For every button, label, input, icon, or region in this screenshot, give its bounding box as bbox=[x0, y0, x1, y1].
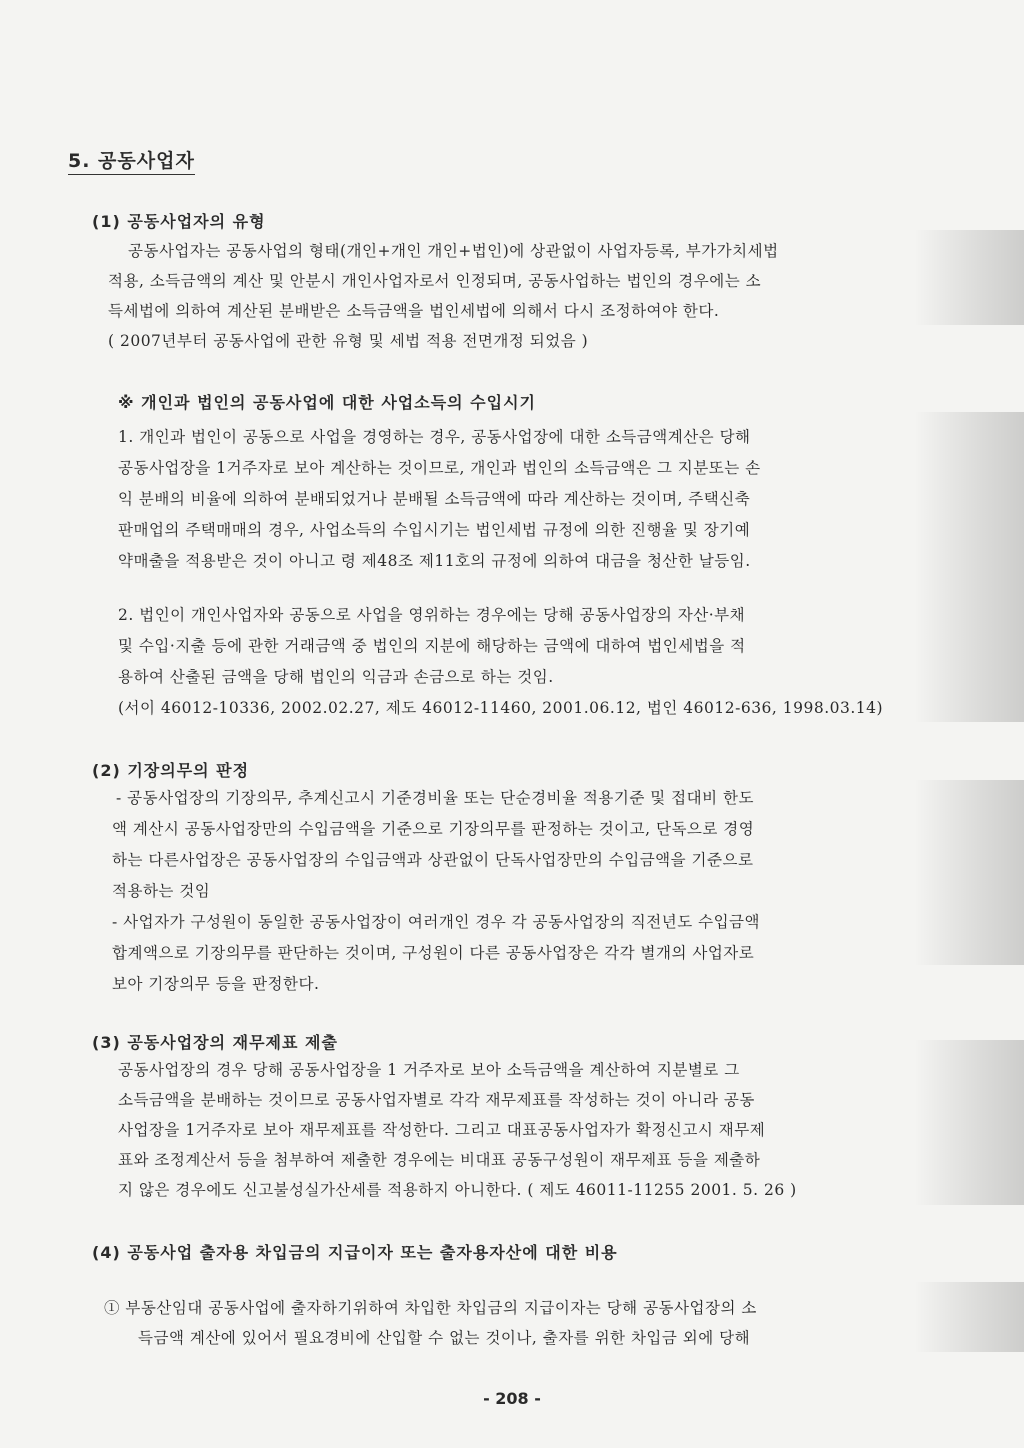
section-2-line: 보아 기장의무 등을 판정한다. bbox=[112, 975, 320, 993]
section-3-line: 지 않은 경우에도 신고불성실가산세를 적용하지 아니한다. ( 제도 46011-11255 2001. 5. 26 ) bbox=[118, 1181, 797, 1199]
section-1-line: 공동사업자는 공동사업의 형태(개인+개인 개인+법인)에 상관없이 사업자등록, 부가가치세법 bbox=[128, 242, 779, 260]
section-3-heading: (3) 공동사업장의 재무제표 제출 bbox=[92, 1033, 338, 1052]
section-1-line: 득세법에 의하여 계산된 분배받은 소득금액을 법인세법에 의해서 다시 조정하여야 한다. bbox=[108, 302, 720, 320]
note-p1-line: 약매출을 적용받은 것이 아니고 령 제48조 제11호의 규정에 의하여 대금을 청산한 날등임. bbox=[118, 552, 751, 570]
section-2-heading: (2) 기장의무의 판정 bbox=[92, 761, 250, 780]
section-2-line: 합계액으로 기장의무를 판단하는 것이며, 구성원이 다른 공동사업장은 각각 별개의 사업자로 bbox=[112, 944, 755, 962]
note-p2-line: 및 수입·지출 등에 관한 거래금액 중 법인의 지분에 해당하는 금액에 대하여 법인세법을 적 bbox=[118, 637, 746, 655]
section-2-line: 액 계산시 공동사업장만의 수입금액을 기준으로 기장의무를 판정하는 것이고, 단독으로 경영 bbox=[112, 820, 755, 838]
note-p2-line: 2. 법인이 개인사업자와 공동으로 사업을 영위하는 경우에는 당해 공동사업장의 자산·부채 bbox=[118, 606, 746, 624]
section-2-line: 하는 다른사업장은 공동사업장의 수입금액과 상관없이 단독사업장만의 수입금액을 기준으로 bbox=[112, 851, 754, 869]
note-p1-line: 1. 개인과 법인이 공동으로 사업을 경영하는 경우, 공동사업장에 대한 소득금액계산은 당해 bbox=[118, 428, 751, 446]
note-p1-line: 익 분배의 비율에 의하여 분배되었거나 분배될 소득금액에 따라 계산하는 것이며, 주택신축 bbox=[118, 490, 751, 508]
section-4-line: ① 부동산임대 공동사업에 출자하기위하여 차입한 차입금의 지급이자는 당해 공동사업장의 소 bbox=[104, 1299, 757, 1317]
section-2-line: - 사업자가 구성원이 동일한 공동사업장이 여러개인 경우 각 공동사업장의 직전년도 수입금액 bbox=[112, 913, 760, 931]
section-2-line: 적용하는 것임 bbox=[112, 882, 211, 900]
section-3-line: 표와 조정계산서 등을 첨부하여 제출한 경우에는 비대표 공동구성원이 재무제표 등을 제출하 bbox=[118, 1151, 761, 1169]
section-3-line: 공동사업장의 경우 당해 공동사업장을 1 거주자로 보아 소득금액을 계산하여 지분별로 그 bbox=[118, 1061, 740, 1079]
note-heading: ※ 개인과 법인의 공동사업에 대한 사업소득의 수입시기 bbox=[118, 393, 537, 412]
page-number: - 208 - bbox=[483, 1389, 541, 1408]
section-1-line: ( 2007년부터 공동사업에 관한 유형 및 세법 적용 전면개정 되었음 ) bbox=[108, 332, 589, 350]
section-1-heading: (1) 공동사업자의 유형 bbox=[92, 212, 266, 231]
section-3-line: 사업장을 1거주자로 보아 재무제표를 작성한다. 그리고 대표공동사업자가 확정신고시 재무제 bbox=[118, 1121, 766, 1139]
note-p1-line: 판매업의 주택매매의 경우, 사업소득의 수입시기는 법인세법 규정에 의한 진행율 및 장기예 bbox=[118, 521, 751, 539]
section-1-line: 적용, 소득금액의 계산 및 안분시 개인사업자로서 인정되며, 공동사업하는 법인의 경우에는 소 bbox=[108, 272, 762, 290]
section-4-heading: (4) 공동사업 출자용 차입금의 지급이자 또는 출자용자산에 대한 비용 bbox=[92, 1243, 618, 1262]
note-p1-line: 공동사업장을 1거주자로 보아 계산하는 것이므로, 개인과 법인의 소득금액은 그 지분또는 손 bbox=[118, 459, 761, 477]
section-3-line: 소득금액을 분배하는 것이므로 공동사업자별로 각각 재무제표를 작성하는 것이 아니라 공동 bbox=[118, 1091, 755, 1109]
note-p2-line: 용하여 산출된 금액을 당해 법인의 익금과 손금으로 하는 것임. bbox=[118, 668, 554, 686]
page-title: 5. 공동사업자 bbox=[68, 146, 195, 175]
section-2-line: - 공동사업장의 기장의무, 추계신고시 기준경비율 또는 단순경비율 적용기준 및 접대비 한도 bbox=[116, 789, 754, 807]
section-4-line: 득금액 계산에 있어서 필요경비에 산입할 수 없는 것이나, 출자를 위한 차입금 외에 당해 bbox=[138, 1329, 751, 1347]
note-p2-line: (서이 46012-10336, 2002.02.27, 제도 46012-11460, 2001.06.12, 법인 46012-636, 1998.03.14) bbox=[118, 699, 884, 717]
